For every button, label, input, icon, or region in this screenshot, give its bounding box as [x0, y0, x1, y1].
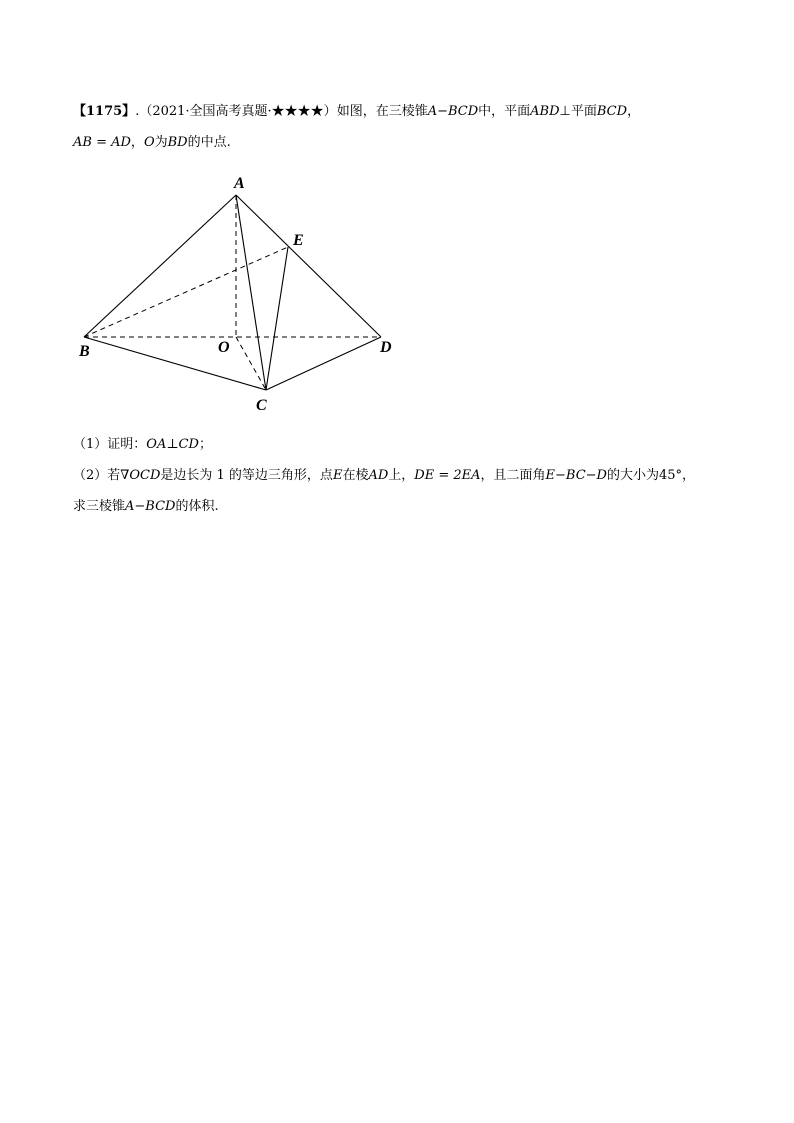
segment-be-dashed	[84, 247, 288, 337]
condition-text-2: 为	[154, 135, 168, 150]
part2-line2-text-2: 的体积.	[175, 499, 219, 514]
label-d: D	[380, 339, 392, 356]
part2-text-6: ，	[682, 468, 696, 483]
label-o: O	[218, 339, 230, 356]
point-e: E	[332, 468, 343, 483]
segment-ec	[266, 247, 288, 390]
edge-cd	[266, 337, 381, 390]
plane-abd: ABD	[530, 104, 560, 119]
intro-text-2: 中，平面	[478, 104, 531, 119]
intro-text-3: 平面	[570, 104, 597, 119]
problem-number: 【1175】	[73, 104, 136, 119]
tetra-name: A−BCD	[427, 104, 479, 119]
comma: ，	[627, 104, 641, 119]
perp-symbol: ⊥	[559, 104, 571, 119]
part2-prefix: （2）若	[73, 468, 121, 483]
condition-text-1: ，	[130, 135, 144, 150]
part2-text-2: 在棱	[342, 468, 369, 483]
label-c: C	[256, 397, 267, 414]
ratio-equation: DE = 2EA	[414, 468, 481, 483]
part2-text-5: 的大小为	[606, 468, 659, 483]
edge-bc	[84, 337, 266, 390]
period: .	[135, 104, 140, 119]
triangle-ocd: ∇OCD	[120, 468, 161, 483]
part1-expression: OA⊥CD	[146, 437, 199, 452]
part2-line2-text-1: 求三棱锥	[73, 499, 126, 514]
dihedral-angle: E−BC−D	[545, 468, 607, 483]
part2-text-1: 是边长为 1 的等边三角形，点	[160, 468, 333, 483]
segment-bd: BD	[167, 135, 188, 150]
part2-text-3: 上，	[388, 468, 415, 483]
angle-value: 45°	[658, 468, 683, 483]
part1-prefix: （1）证明：	[73, 437, 147, 452]
edge-ad	[236, 195, 381, 337]
intro-text-1: 如图，在三棱锥	[336, 104, 428, 119]
part-2-line-1	[73, 467, 695, 485]
label-a: A	[234, 175, 245, 192]
condition-equation: AB = AD	[73, 135, 131, 150]
edge-ac	[236, 195, 266, 390]
part2-text-4: ，且二面角	[480, 468, 546, 483]
plane-bcd: BCD	[596, 104, 628, 119]
part-2-line-2	[73, 498, 219, 516]
problem-source: （2021·全国高考真题·★★★★）	[139, 104, 337, 119]
part-1	[73, 436, 212, 454]
tetrahedron-diagram	[70, 168, 410, 418]
label-b: B	[79, 343, 90, 360]
label-e: E	[293, 232, 304, 249]
edge-ad-text: AD	[368, 468, 389, 483]
condition-text-3: 的中点.	[187, 135, 231, 150]
part1-suffix: ；	[198, 437, 212, 452]
tetra-abcd: A−BCD	[125, 499, 176, 514]
edge-ab	[84, 195, 236, 337]
tetrahedron-figure	[70, 168, 410, 418]
problem-line-1	[73, 103, 640, 121]
point-o: O	[143, 135, 155, 150]
problem-line-2	[73, 134, 231, 152]
